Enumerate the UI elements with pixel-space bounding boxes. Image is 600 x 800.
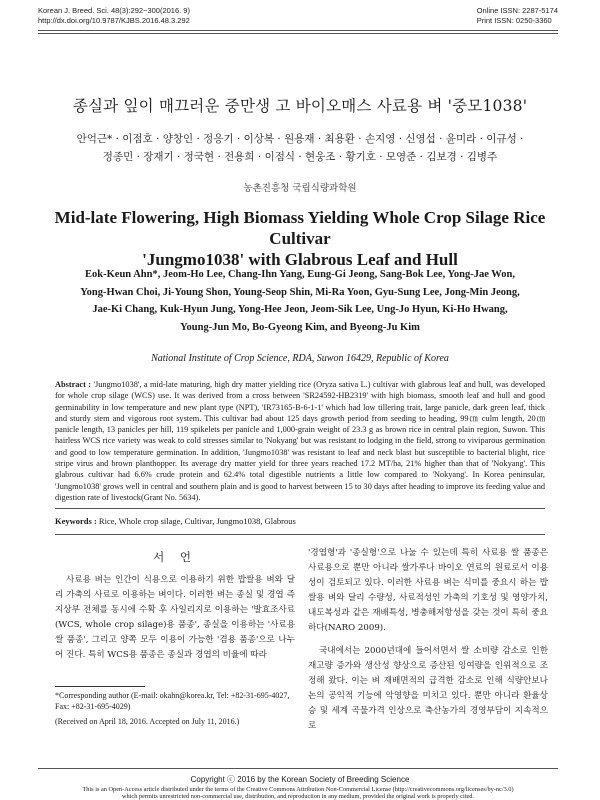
- abstract-divider: [55, 508, 545, 509]
- section-title: 서 언: [153, 550, 197, 564]
- journal-citation: Korean J. Breed. Sci. 48(3):292~300(2016. 9): [38, 6, 190, 15]
- english-affiliation: National Institute of Crop Science, RDA, Suwon 16429, Republic of Korea: [151, 353, 449, 364]
- running-header-right: [477, 6, 558, 26]
- running-header-left: [38, 6, 190, 26]
- korean-affiliation: 농촌진흥청 국립식량과학원: [243, 183, 357, 194]
- footnote-rule: [55, 686, 145, 687]
- keywords-label: Keywords :: [55, 516, 97, 526]
- license-line-1: This is an Open-Access article distributed under the terms of the Creative Commons Attribution Non-Commercial License (http://creativecommons.org/licenses/by-nc/3.0): [82, 786, 514, 793]
- abstract-text: 'Jungmo1038', a mid-late maturing, high dry matter yielding rice (Oryza sativa L.) cultivar with glabrous leaf and hull, was developed for whole crop silage (WCS) use. It was derived from a cross between 'SR24592-HB2319' with high biomass, smooth leaf and hull and good germinability in low temperature and new plant type (NPT), 'IR73165-B-6-1-1' which had low tillering trait, large panicle, dark green leaf, thick and sturdy stem and vigorous root system. This cultivar had about 125 days growth period from seeding to heading, 99㎝ culm length, 20㎝ panicle length, 13 panicles per hill, 119 spikelets per panicle and 1,000-grain weight of 23.3 g as brown rice in central plain region, Suwon. This hairless WCS rice variety was weak to cold stresses similar to 'Nokyang' but was resistant to lodging in the field, strong to viviparous germination and good to low temperature germination. In addition, 'Jungmo1038' was resistant to leaf and neck blast but susceptible to bacterial blight, rice stripe virus and brown planthopper. Its average dry matter yield for three years reached 17.2 MT/ha, 21% higher than that of 'Nokyang'. This glabrous cultivar had 6.6% crude protein and 62.4% total digestible nutrients a little low compared to 'Nokyang'. In Korea peninsular, 'Jungmo1038' grows well in central and southern plain and is good to harvest between 15 to 30 days after heading to improve its feeding value and digestion rate of livestock(Grant No. 5634).: [55, 380, 545, 502]
- english-authors-line-4: Young-Jun Mo, Bo-Gyeong Kim, and Byeong-Ju Kim: [180, 321, 420, 333]
- english-authors-line-1: Eok-Keun Ahn*, Jeom-Ho Lee, Chang-Ihn Yang, Eung-Gi Jeong, Sang-Bok Lee, Yong-Jae Won,: [85, 269, 515, 280]
- print-issn: Print ISSN: 0250-3360: [476, 16, 552, 25]
- abstract: [55, 379, 545, 503]
- license-line-2: which permits unrestricted non-commercial use, distribution, and reproduction in any medium, provided the original work is properly cited.: [121, 793, 474, 800]
- english-authors: [30, 266, 570, 336]
- english-authors-line-3: Jae-Ki Chang, Kuk-Hyun Jung, Yong-Hee Jeon, Jeom-Sik Lee, Ung-Jo Hyun, Ki-Ho Hwang,: [92, 304, 508, 315]
- body-right-column: [308, 546, 548, 734]
- online-issn: Online ISSN: 2287-5174: [476, 6, 558, 15]
- intro-paragraph-1: 사료용 벼는 인간이 식용으로 이용하기 위한 밥쌀용 벼와 달리 가축의 사료로 이용하는 벼이다. 이러한 벼는 종실 및 경엽 즉 지상부 전체를 동시에 수확 후 사일리지로 이용하는 '발효조사료(WCS, whole crop silage)용 품종', 종실을 이용하는 '사료용 쌀 품종', 그리고 양쪽 모두 이용이 가능한 '겸용 품종'으로 나누어 진다. 특히 WCS용 품종은 종실과 경엽의 비율에 따라: [55, 575, 295, 660]
- corresponding-author-note: *Corresponding author (E-mail: okahn@korea.kr, Tel: +82-31-695-4027, Fax: +82-31-695-4029): [55, 691, 290, 711]
- keywords: [55, 516, 545, 526]
- header-rule-bottom: [38, 33, 558, 34]
- header-rule-top: [38, 30, 558, 31]
- korean-title: 종실과 잎이 매끄러운 중만생 고 바이오매스 사료용 벼 '중모1038': [72, 97, 528, 115]
- received-date-note: (Received on April 18, 2016. Accepted on July 11, 2016.): [55, 717, 240, 726]
- korean-authors-line-2: 정종민 · 장재기 · 정국현 · 전용희 · 이점식 · 현웅조 · 황기호 · 모영준 · 김보경 · 김병주: [102, 151, 498, 163]
- intro-paragraph-3: 국내에서는 2000년대에 들어서면서 쌀 소비량 감소로 인한 재고량 증가와 생산성 향상으로 증산된 잉여량을 인위적으로 조정해 왔다. 이는 벼 재배면적의 급격한 감소로 인해 식량안보나 논의 공익적 기능에 악영향을 미치고 있다. 뿐만 아니라 환율상승 및 세계 곡물가격 인상으로 축산농가의 경영부담이 지속적으로: [308, 646, 548, 731]
- english-authors-line-2: Yong-Hwan Choi, Ji-Young Shon, Young-Seop Shin, Mi-Ra Yoon, Gyu-Sung Lee, Jong-Min Jeong,: [80, 286, 520, 298]
- license-notice: [38, 786, 558, 800]
- body-left-column: [55, 546, 295, 663]
- english-title: [30, 207, 570, 270]
- korean-authors-line-1: 안억근* · 이점호 · 양창인 · 정응기 · 이상복 · 원용재 · 최용환 · 손지영 · 신영섭 · 윤미라 · 이규성 ·: [76, 133, 524, 145]
- keywords-divider: [55, 534, 545, 535]
- english-title-line-1: Mid-late Flowering, High Biomass Yielding Whole Crop Silage Rice Cultivar: [54, 208, 546, 248]
- doi-link[interactable]: http://dx.doi.org/10.9787/KJBS.2016.48.3.292: [38, 16, 190, 25]
- footer-rule: [38, 768, 558, 769]
- keywords-text: Rice, Whole crop silage, Cultivar, Jungmo1038, Glabrous: [98, 516, 296, 526]
- english-title-line-2: 'Jungmo1038' with Glabrous Leaf and Hull: [142, 250, 458, 269]
- intro-paragraph-2: '경엽형'과 '종실형'으로 나눌 수 있는데 특히 사료용 쌀 품종은 사료용으로 뿐만 아니라 쌀가루나 바이오 연료의 원료로서 이용성이 검토되고 있다. 이러한 사료용 벼는 식미를 중요시 하는 밥쌀용 벼와 달리 수량성, 사료적성인 가축의 기호성 및 영양가치, 내도복성과 같은 재배특성, 병충해저항성을 갖는 것이 특히 중요하다(NARO 2009).: [308, 548, 548, 633]
- abstract-label: Abstract :: [55, 380, 92, 389]
- copyright-notice: Copyright ⓒ 2016 by the Korean Society of Breeding Science: [190, 775, 410, 784]
